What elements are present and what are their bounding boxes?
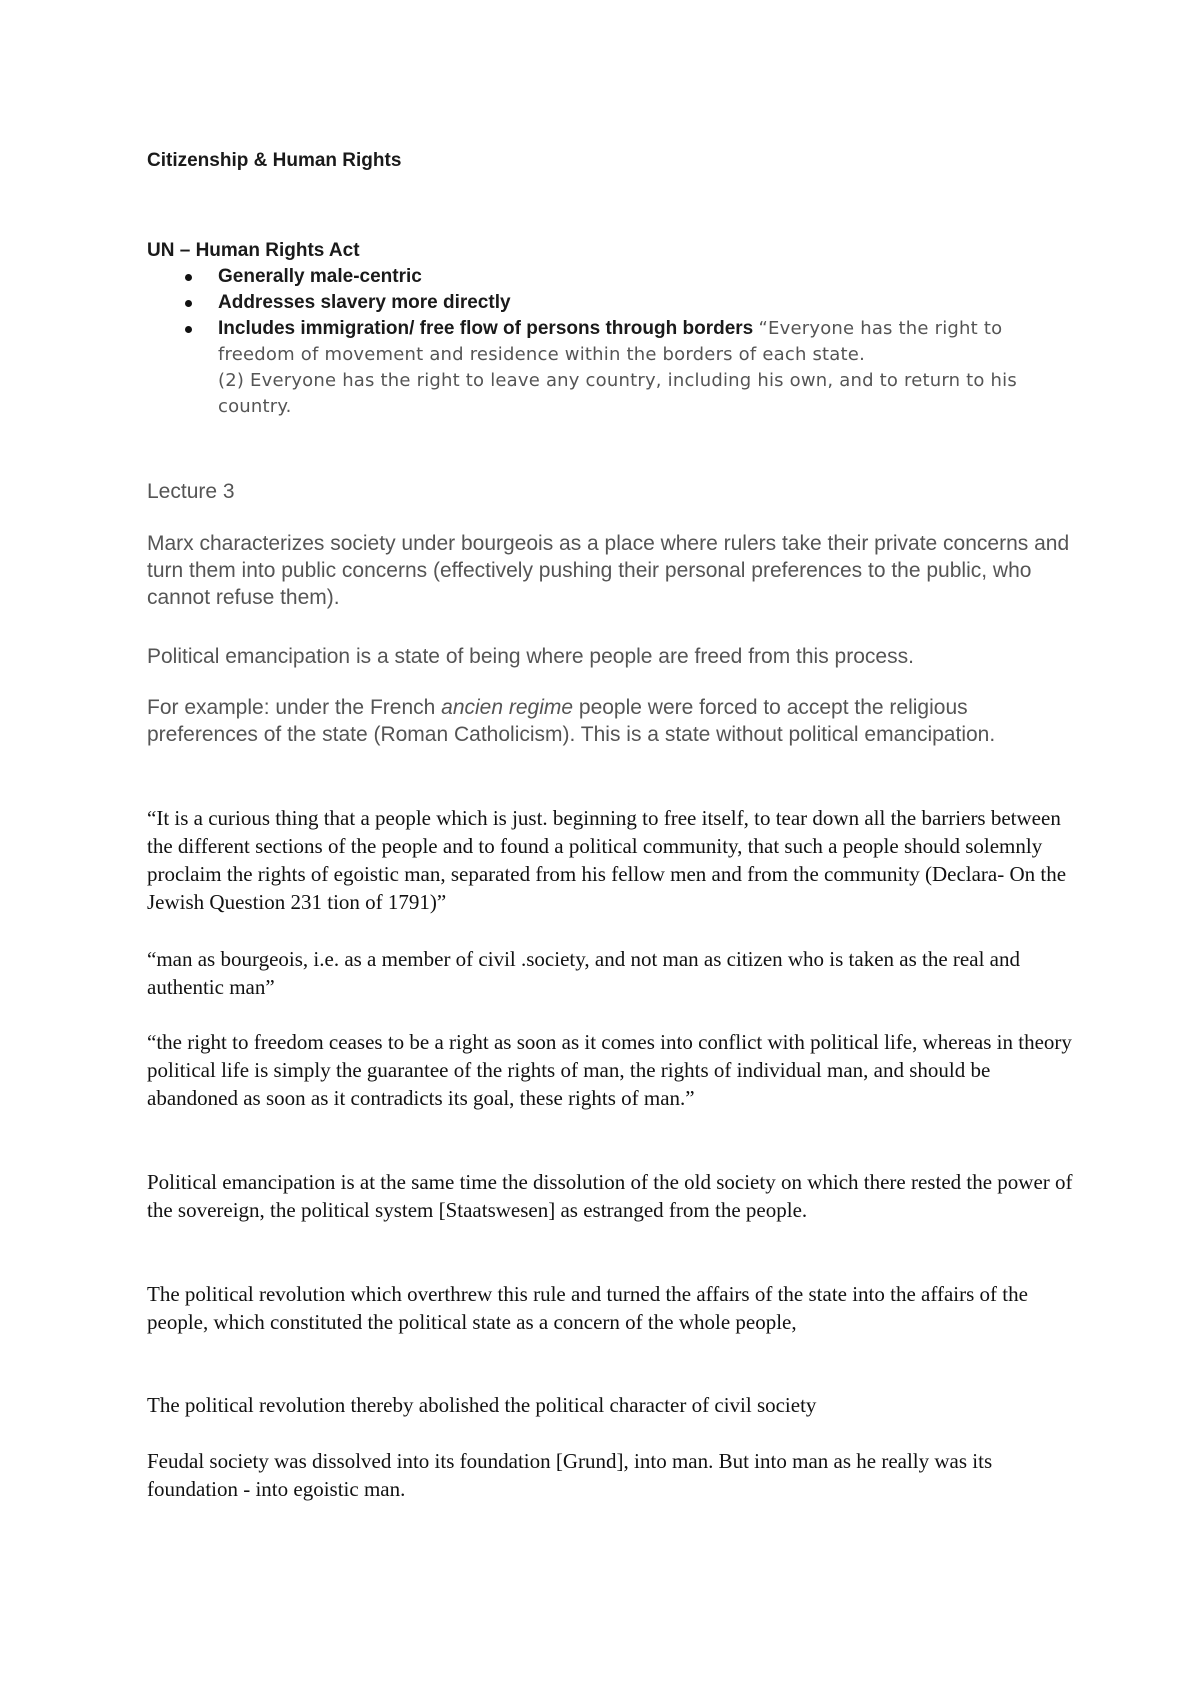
quote-2: “man as bourgeois, i.e. as a member of civil .society, and not man as citizen who is taken as the real and authentic man” (147, 947, 1020, 999)
paragraph-1: Political emancipation is at the same time the dissolution of the old society on which there rested the power of the sovereign, the political system [Staatswesen] as estranged from the people. (147, 1170, 1073, 1222)
lecture-heading: Lecture 3 (147, 480, 235, 503)
paragraph-3: The political revolution thereby abolished the political character of civil society (147, 1393, 817, 1417)
political-emancipation-def: Political emancipation is a state of being where people are freed from this process. (147, 645, 914, 668)
un-quote: “Everyone has the right to freedom of movement and residence within the borders of each state. (218, 318, 1003, 365)
paragraph-2: The political revolution which overthrew this rule and turned the affairs of the state into the affairs of the people, which constituted the political state as a concern of the whole people, (147, 1282, 1028, 1334)
paragraph-4: Feudal society was dissolved into its foundation [Grund], into man. But into man as he really was its foundation - into egoistic man. (147, 1449, 993, 1501)
bullet-icon (185, 274, 192, 281)
quote-1: “It is a curious thing that a people which is just. beginning to free itself, to tear down all the barriers between the different sections of the people and to found a political community, that such a people should solemnly proclaim the rights of egoistic man, separated from his fellow men and from the community (Declara- On the Jewish Question 231 tion of 1791)” (147, 806, 1067, 914)
un-quote-2: (2) Everyone has the right to leave any country, including his own, and to return to his country. (218, 370, 1017, 417)
bullet-icon (185, 300, 192, 307)
bullet-icon (185, 326, 192, 333)
example-paragraph: For example: under the French ancien regime people were forced to accept the religious preferences of the state (Roman Catholicism). This is a state without political emancipation. (147, 696, 996, 746)
un-heading: UN – Human Rights Act (147, 240, 360, 261)
list-item: Generally male-centric (147, 264, 1077, 290)
un-bullet-list (147, 264, 1077, 420)
list-item: Includes immigration/ free flow of persons through borders “Everyone has the right to freedom of movement and residence within the borders of each state. (2) Everyone has the right to leave any country, including his own, and to return to his country. (147, 316, 1077, 420)
list-item: Addresses slavery more directly (147, 290, 1077, 316)
document-title: Citizenship & Human Rights (147, 150, 402, 171)
quote-3: “the right to freedom ceases to be a right as soon as it comes into conflict with political life, whereas in theory political life is simply the guarantee of the rights of man, the rights of individual man, and should be abandoned as soon as it contradicts its goal, these rights of man.” (147, 1030, 1072, 1110)
marx-intro: Marx characterizes society under bourgeois as a place where rulers take their private concerns and turn them into public concerns (effectively pushing their personal preferences to the public, who cannot refuse them). (147, 532, 1070, 609)
